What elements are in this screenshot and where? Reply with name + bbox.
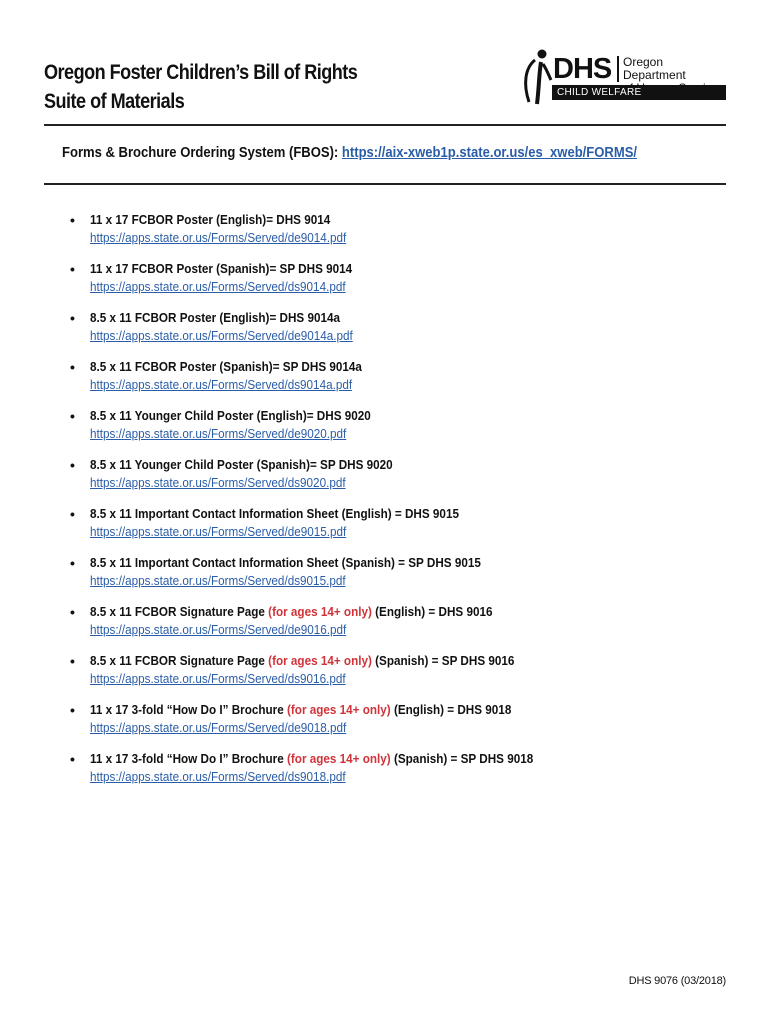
bullet-icon: • <box>70 261 75 277</box>
list-item <box>70 652 720 701</box>
item-title: 11 x 17 3-fold “How Do I” Brochure <box>90 751 288 766</box>
item-description <box>90 456 657 474</box>
pdf-link[interactable]: https://apps.state.or.us/Forms/Served/ds9016.pdf <box>90 671 346 686</box>
list-item <box>70 358 720 407</box>
bullet-icon: • <box>70 408 75 424</box>
item-description <box>90 554 657 572</box>
item-form-number: (Spanish) = SP DHS 9018 <box>390 751 534 766</box>
pdf-link[interactable]: https://apps.state.or.us/Forms/Served/ds9014.pdf <box>90 279 346 294</box>
bullet-icon: • <box>70 751 75 767</box>
bullet-icon: • <box>70 506 75 522</box>
list-item <box>70 309 720 358</box>
item-title: 8.5 x 11 FCBOR Signature Page <box>90 653 269 668</box>
logo-abbr: DHS <box>553 53 612 85</box>
item-title: 8.5 x 11 Important Contact Information Sheet (Spanish) = SP DHS 9015 <box>90 555 481 570</box>
item-title: 11 x 17 FCBOR Poster (Spanish)= SP DHS 9014 <box>90 261 353 276</box>
age-note: (for ages 14+ only) <box>268 653 372 668</box>
list-item <box>70 456 720 505</box>
item-description <box>90 750 657 768</box>
item-description <box>90 603 657 621</box>
list-item <box>70 260 720 309</box>
pdf-link[interactable]: https://apps.state.or.us/Forms/Served/de9014a.pdf <box>90 328 353 343</box>
item-description <box>90 309 657 327</box>
item-description <box>90 260 657 278</box>
document-header <box>44 53 726 118</box>
pdf-link[interactable]: https://apps.state.or.us/Forms/Served/ds9020.pdf <box>90 475 346 490</box>
item-description <box>90 505 657 523</box>
list-item <box>70 211 720 260</box>
item-form-number: (English) = DHS 9016 <box>371 604 493 619</box>
list-item <box>70 554 720 603</box>
bullet-icon: • <box>70 310 75 326</box>
logo-divider <box>617 56 619 82</box>
list-item <box>70 750 720 799</box>
list-item <box>70 603 720 652</box>
list-item <box>70 505 720 554</box>
item-title: 8.5 x 11 Younger Child Poster (English)= DHS 9020 <box>90 408 371 423</box>
dhs-figure-icon <box>521 48 555 106</box>
bullet-icon: • <box>70 457 75 473</box>
materials-list <box>70 211 720 799</box>
bullet-icon: • <box>70 653 75 669</box>
dhs-logo <box>521 48 726 114</box>
item-description <box>90 211 657 229</box>
list-item <box>70 701 720 750</box>
bullet-icon: • <box>70 555 75 571</box>
title-line-2: Suite of Materials <box>44 90 185 113</box>
bottom-divider <box>44 183 726 185</box>
list-item <box>70 407 720 456</box>
pdf-link[interactable]: https://apps.state.or.us/Forms/Served/de9014.pdf <box>90 230 347 245</box>
title-line-1: Oregon Foster Children’s Bill of Rights <box>44 61 358 84</box>
item-description <box>90 407 657 425</box>
form-id: DHS 9076 (03/2018) <box>628 975 726 987</box>
item-title: 8.5 x 11 FCBOR Poster (English)= DHS 9014a <box>90 310 341 325</box>
item-description <box>90 652 657 670</box>
fbos-line <box>62 145 637 161</box>
item-title: 8.5 x 11 Younger Child Poster (Spanish)= SP DHS 9020 <box>90 457 393 472</box>
item-title: 11 x 17 3-fold “How Do I” Brochure <box>90 702 288 717</box>
pdf-link[interactable]: https://apps.state.or.us/Forms/Served/de9018.pdf <box>90 720 347 735</box>
pdf-link[interactable]: https://apps.state.or.us/Forms/Served/de9016.pdf <box>90 622 347 637</box>
logo-org-line-1: Oregon Department <box>623 55 686 82</box>
top-divider <box>44 124 726 126</box>
item-title: 11 x 17 FCBOR Poster (English)= DHS 9014 <box>90 212 331 227</box>
item-form-number: (English) = DHS 9018 <box>390 702 512 717</box>
pdf-link[interactable]: https://apps.state.or.us/Forms/Served/de9020.pdf <box>90 426 347 441</box>
pdf-link[interactable]: https://apps.state.or.us/Forms/Served/ds9014a.pdf <box>90 377 353 392</box>
item-title: 8.5 x 11 FCBOR Signature Page <box>90 604 269 619</box>
item-description <box>90 358 657 376</box>
bullet-icon: • <box>70 212 75 228</box>
age-note: (for ages 14+ only) <box>287 751 391 766</box>
item-form-number: (Spanish) = SP DHS 9016 <box>371 653 515 668</box>
bullet-icon: • <box>70 702 75 718</box>
bullet-icon: • <box>70 359 75 375</box>
logo-division-bar: CHILD WELFARE <box>552 85 726 100</box>
pdf-link[interactable]: https://apps.state.or.us/Forms/Served/de9015.pdf <box>90 524 347 539</box>
bullet-icon: • <box>70 604 75 620</box>
item-description <box>90 701 657 719</box>
item-title: 8.5 x 11 Important Contact Information Sheet (English) = DHS 9015 <box>90 506 459 521</box>
age-note: (for ages 14+ only) <box>287 702 391 717</box>
fbos-label: Forms & Brochure Ordering System (FBOS): <box>62 145 342 161</box>
pdf-link[interactable]: https://apps.state.or.us/Forms/Served/ds9015.pdf <box>90 573 346 588</box>
pdf-link[interactable]: https://apps.state.or.us/Forms/Served/ds9018.pdf <box>90 769 346 784</box>
item-title: 8.5 x 11 FCBOR Poster (Spanish)= SP DHS 9014a <box>90 359 362 374</box>
fbos-link[interactable]: https://aix-xweb1p.state.or.us/es_xweb/FORMS/ <box>341 145 638 161</box>
age-note: (for ages 14+ only) <box>268 604 372 619</box>
